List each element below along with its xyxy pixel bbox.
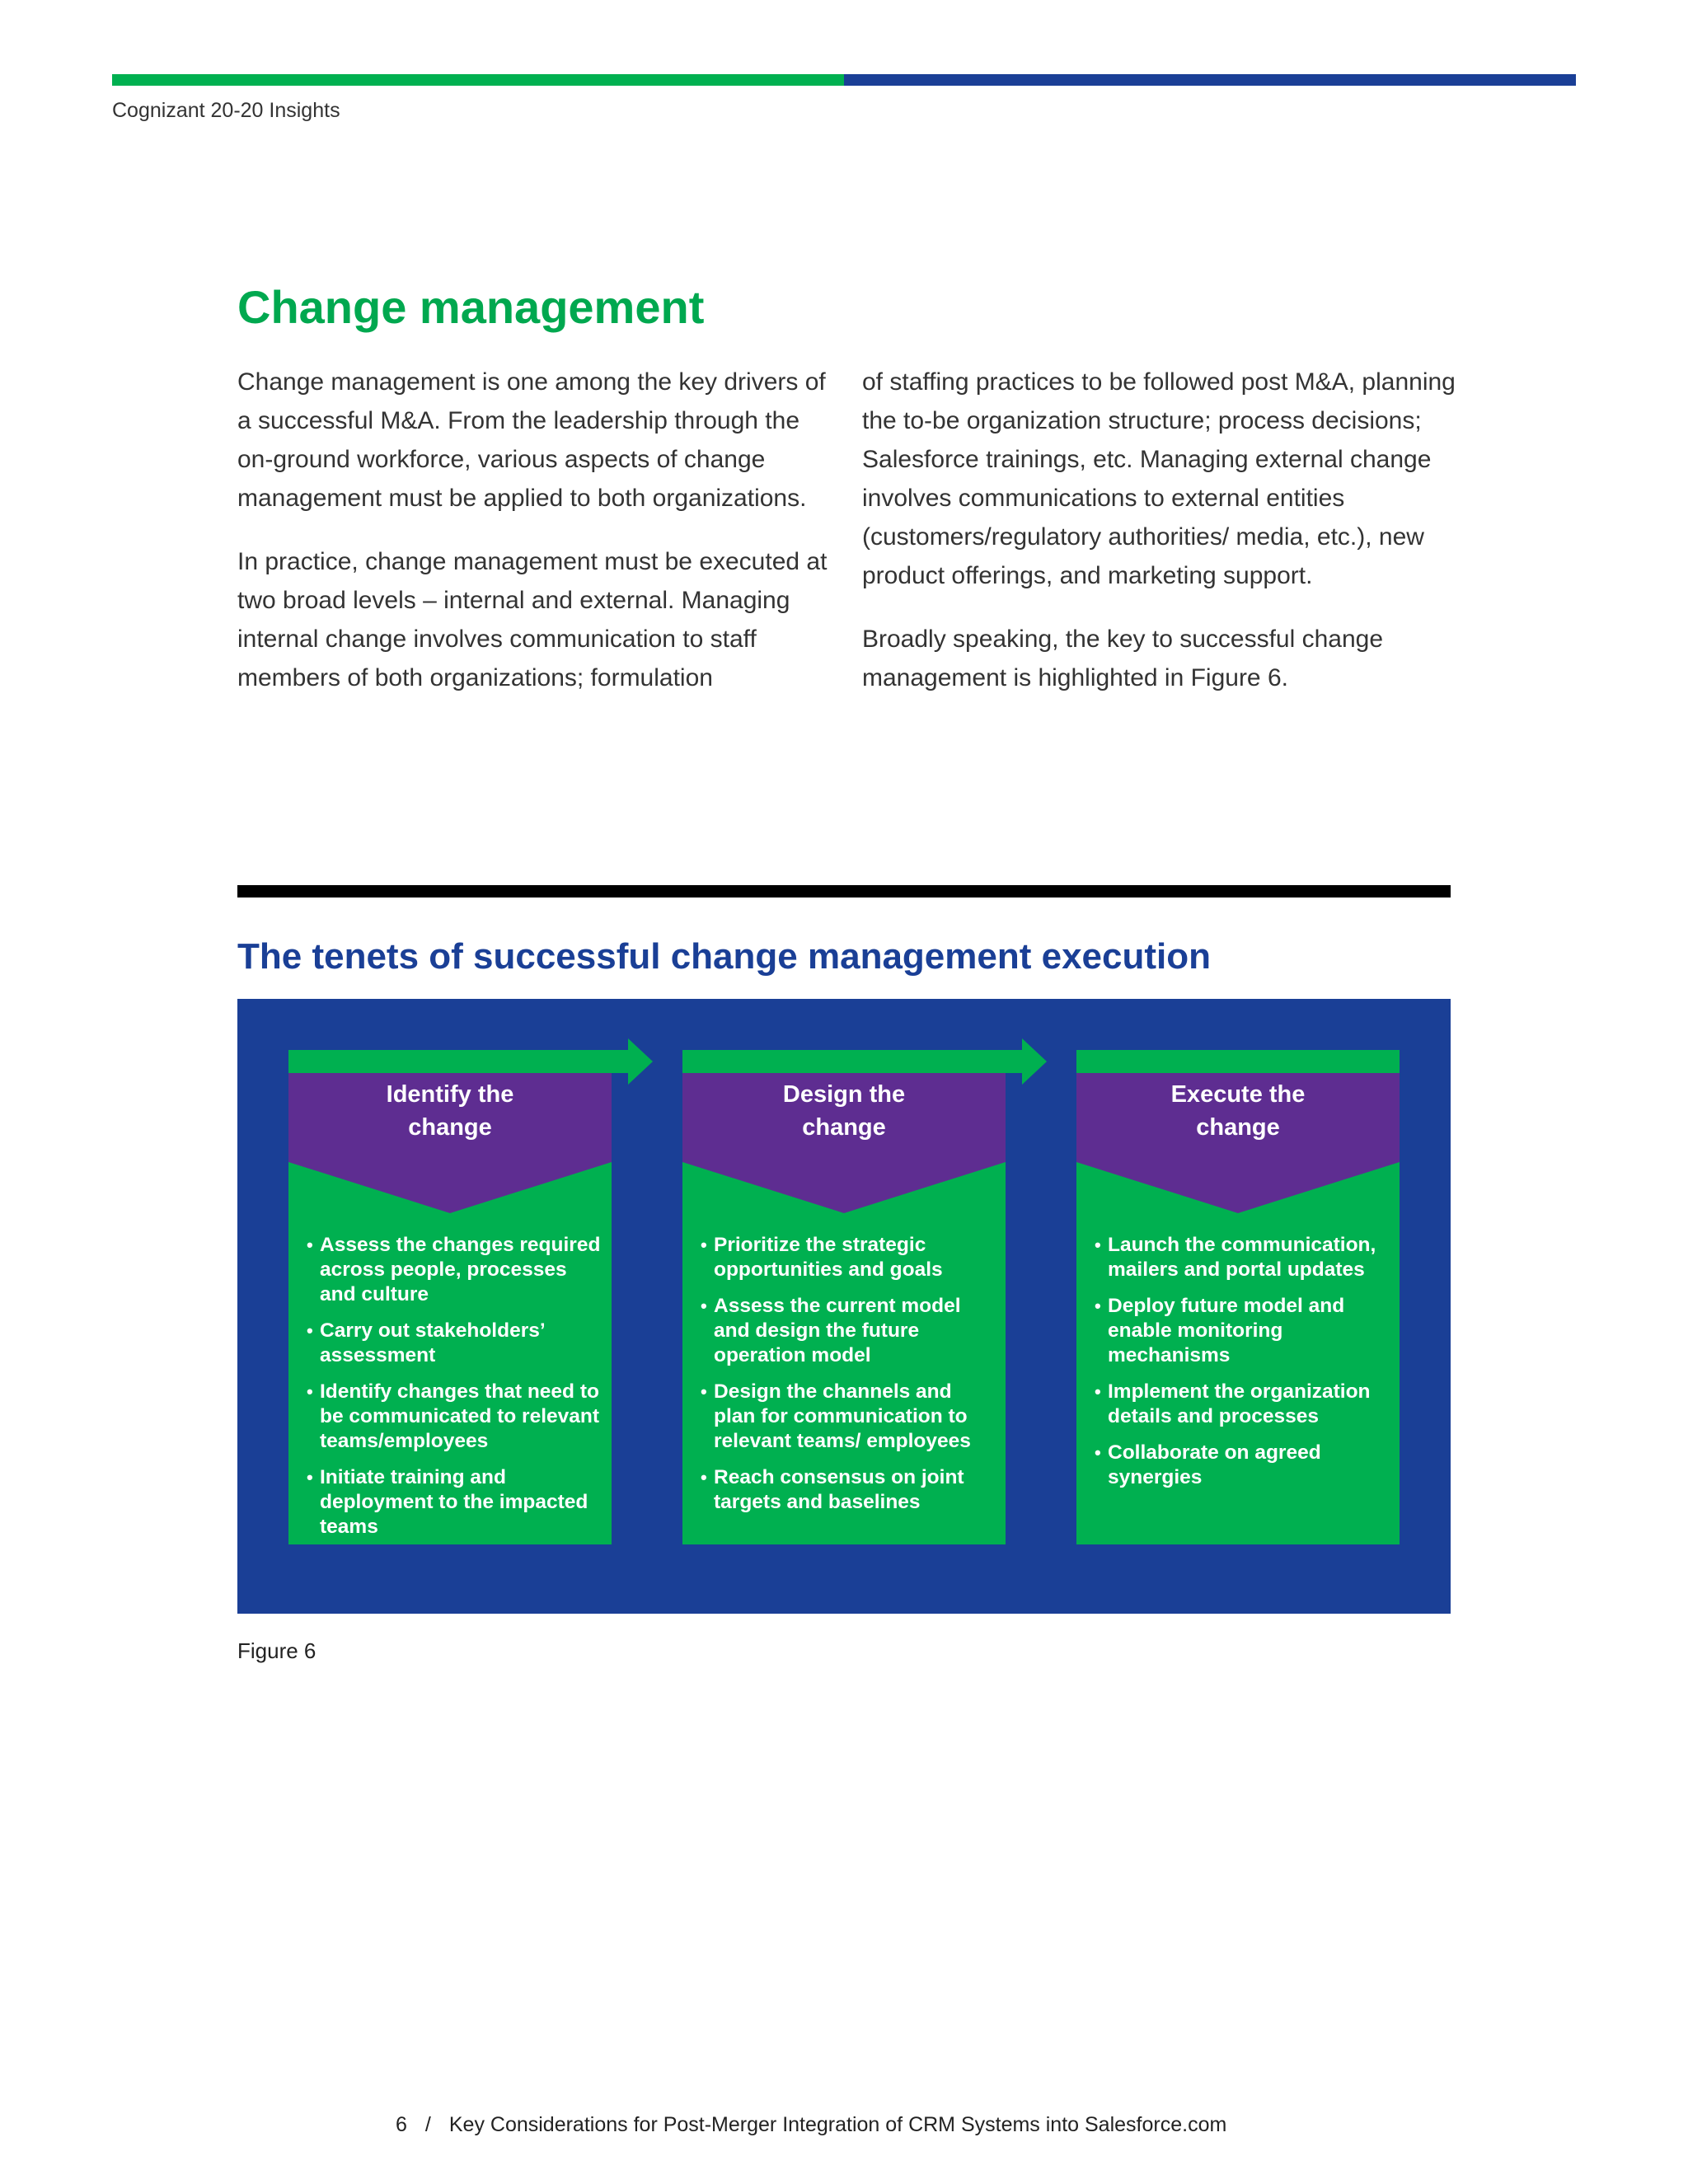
stage-top-strip (682, 1050, 1006, 1073)
list-item: • Carry out stakeholders’ assessment (307, 1319, 545, 1366)
figure-divider-rule (237, 885, 1451, 898)
stage-top-strip (288, 1050, 612, 1073)
stage-items (1095, 1233, 1390, 1502)
text-column-left (237, 363, 831, 722)
footer-separator: / (424, 2113, 431, 2136)
stage-items (307, 1233, 602, 1551)
figure-caption: Figure 6 (237, 1638, 316, 1663)
bullet-icon: • (307, 1320, 313, 1341)
list-item: • Assess the changes required across people, processes and culture (307, 1234, 601, 1305)
list-item: • Launch the communication, mailers and portal updates (1095, 1234, 1376, 1281)
stage-title: Execute the change (1170, 1081, 1306, 1141)
bullet-icon: • (307, 1467, 313, 1488)
list-item: • Design the channels and plan for communication to relevant teams/ employees (701, 1380, 971, 1452)
list-item: • Identify changes that need to be communicated to relevant teams/employees (307, 1380, 600, 1452)
document-title: Key Considerations for Post-Merger Integration of CRM Systems into Salesforce.com (448, 2113, 1227, 2136)
bullet-icon: • (307, 1235, 313, 1255)
running-head: Cognizant 20-20 Insights (112, 99, 340, 122)
paragraph: of staffing practices to be followed post M&A, planning the to-be organization structure; process decisions; Salesforce trainings, etc. Managing external change involves communications to external entities (customers/regulatory authorities/ media, etc.), new product offerings, and marketing support. (862, 368, 1456, 589)
figure-panel (237, 999, 1451, 1614)
page-number: 6 (396, 2113, 407, 2136)
bullet-icon: • (701, 1296, 707, 1316)
list-item: • Prioritize the strategic opportunities and goals (701, 1234, 943, 1281)
bullet-icon: • (701, 1381, 707, 1402)
stage-title: Design the change (782, 1081, 906, 1141)
bullet-icon: • (1095, 1235, 1101, 1255)
paragraph: Broadly speaking, the key to successful change management is highlighted in Figure 6. (862, 626, 1384, 691)
section-title: Change management (237, 281, 705, 333)
paragraph: In practice, change management must be executed at two broad levels – internal and external. Managing internal change involves communication to staff members of both organizations; formulation (237, 548, 828, 691)
stage-items (701, 1233, 996, 1526)
bullet-icon: • (1095, 1381, 1101, 1402)
top-bar-blue (844, 74, 1576, 86)
page-footer (396, 2113, 1226, 2137)
stage-design (682, 1050, 1006, 1544)
list-item: • Implement the organization details and processes (1095, 1380, 1371, 1427)
top-bar-green (112, 74, 844, 86)
arrow-right-icon (612, 1038, 653, 1088)
list-item: • Reach consensus on joint targets and baselines (701, 1466, 964, 1513)
bullet-icon: • (1095, 1296, 1101, 1316)
list-item: • Collaborate on agreed synergies (1095, 1441, 1321, 1488)
stage-title: Identify the change (386, 1081, 514, 1141)
paragraph: Change management is one among the key drivers of a successful M&A. From the leadership through the on-ground workforce, various aspects of change management must be applied to both organizations. (237, 368, 826, 512)
bullet-icon: • (307, 1381, 313, 1402)
bullet-icon: • (701, 1467, 707, 1488)
list-item: • Deploy future model and enable monitoring mechanisms (1095, 1295, 1345, 1366)
top-color-bar (112, 74, 1576, 86)
stage-top-strip (1076, 1050, 1400, 1073)
list-item: • Initiate training and deployment to the impacted teams (307, 1466, 588, 1538)
stage-identify (288, 1050, 612, 1544)
bullet-icon: • (701, 1235, 707, 1255)
arrow-right-icon (1006, 1038, 1047, 1088)
figure-title: The tenets of successful change management execution (237, 936, 1211, 977)
list-item: • Assess the current model and design the future operation model (701, 1295, 961, 1366)
stage-execute (1076, 1050, 1400, 1544)
bullet-icon: • (1095, 1442, 1101, 1463)
text-column-right (862, 363, 1456, 722)
